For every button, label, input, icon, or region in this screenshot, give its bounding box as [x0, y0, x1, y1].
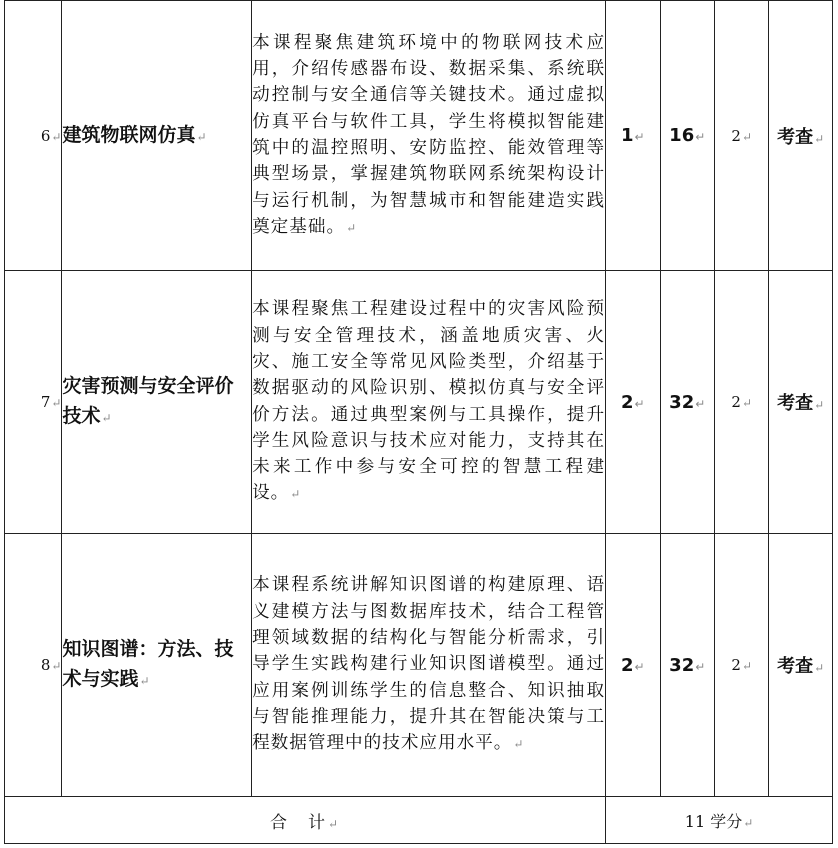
paragraph-mark-icon: ↵: [695, 659, 706, 674]
paragraph-mark-icon: ↵: [196, 129, 207, 144]
assessment: 考查: [777, 656, 814, 677]
paragraph-mark-icon: ↵: [741, 396, 752, 410]
assessment-cell: [769, 534, 833, 797]
semester: 2: [731, 393, 741, 411]
course-name: 灾害预测与安全评价技术: [62, 375, 234, 427]
course-description: 本课程聚焦工程建设过程中的灾害风险预测与安全管理技术，涵盖地质灾害、火灾、施工安全等常见风险类型，介绍基于数据驱动的风险识别、模拟仿真与安全评价方法。通过典型案例与工具操作，提升学生风险意识与技术应对能力，支持其在未来工作中参与安全可控的智慧工程建设。: [252, 299, 606, 504]
semester-cell: [714, 534, 768, 797]
course-name: 建筑物联网仿真: [62, 123, 196, 146]
course-name-cell: [62, 271, 252, 534]
table-row: [5, 534, 833, 797]
assessment: 考查: [777, 393, 814, 414]
paragraph-mark-icon: ↵: [634, 130, 645, 144]
credits: 1: [620, 125, 634, 146]
course-number: 8: [40, 656, 51, 674]
hours: 32: [669, 391, 695, 413]
total-value: 11 学分: [684, 811, 743, 831]
credits-cell: [606, 534, 660, 797]
credits-cell: [606, 1, 660, 271]
paragraph-mark-icon: ↵: [814, 398, 825, 412]
hours: 16: [669, 125, 695, 146]
course-description-cell: [252, 1, 606, 271]
assessment-cell: [769, 1, 833, 271]
paragraph-mark-icon: ↵: [346, 220, 358, 235]
course-description-cell: [252, 271, 606, 534]
course-description: 本课程聚焦建筑环境中的物联网技术应用，介绍传感器布设、数据采集、系统联动控制与安全通信等关键技术。通过虚拟仿真平台与软件工具，学生将模拟智能建筑中的温控照明、安防监控、能效管理等典型场景，掌握建筑物联网系统架构设计与运行机制，为智慧城市和智能建造实践奠定基础。: [252, 32, 606, 237]
paragraph-mark-icon: ↵: [695, 130, 706, 144]
hours: 32: [669, 654, 695, 676]
paragraph-mark-icon: ↵: [741, 129, 752, 144]
semester-cell: [714, 271, 768, 534]
paragraph-mark-icon: ↵: [51, 396, 62, 410]
total-row: [5, 797, 833, 844]
total-label-cell: [5, 797, 606, 844]
paragraph-mark-icon: ↵: [814, 661, 825, 675]
course-description: 本课程系统讲解知识图谱的构建原理、语义建模方法与图数据库技术，结合工程管理领域数据的结构化与智能分析需求，引导学生实践构建行业知识图谱模型。通过应用案例训练学生的信息整合、知识抽取与智能推理能力，提升其在智能决策与工程数据管理中的技术应用水平。: [252, 575, 606, 754]
paragraph-mark-icon: ↵: [741, 659, 752, 673]
paragraph-mark-icon: ↵: [634, 659, 645, 674]
paragraph-mark-icon: ↵: [634, 396, 645, 411]
course-table: [4, 0, 833, 844]
paragraph-mark-icon: ↵: [513, 737, 525, 752]
table-row: [5, 1, 833, 271]
credits: 2: [620, 391, 634, 413]
paragraph-mark-icon: ↵: [290, 487, 302, 502]
semester-cell: [714, 1, 768, 271]
paragraph-mark-icon: ↵: [743, 815, 754, 830]
semester: 2: [731, 126, 741, 145]
course-name-cell: [62, 534, 252, 797]
paragraph-mark-icon: ↵: [814, 131, 825, 146]
credits-cell: [606, 271, 660, 534]
course-number: 7: [40, 393, 51, 411]
course-number-cell: [5, 271, 62, 534]
total-value-cell: [606, 797, 833, 844]
total-label: 合 计: [270, 812, 327, 833]
hours-cell: [660, 1, 714, 271]
course-name-cell: [62, 1, 252, 271]
course-name: 知识图谱：方法、技术与实践: [62, 638, 234, 690]
assessment-cell: [769, 271, 833, 534]
hours-cell: [660, 534, 714, 797]
paragraph-mark-icon: ↵: [328, 816, 341, 831]
course-number: 6: [40, 126, 51, 145]
semester: 2: [731, 656, 741, 674]
course-description-cell: [252, 534, 606, 797]
assessment: 考查: [777, 126, 814, 148]
paragraph-mark-icon: ↵: [51, 129, 62, 144]
paragraph-mark-icon: ↵: [51, 659, 62, 673]
paragraph-mark-icon: ↵: [695, 396, 706, 411]
paragraph-mark-icon: ↵: [139, 674, 150, 688]
table-row: [5, 271, 833, 534]
paragraph-mark-icon: ↵: [101, 411, 112, 425]
course-number-cell: [5, 534, 62, 797]
credits: 2: [620, 654, 634, 676]
course-number-cell: [5, 1, 62, 271]
hours-cell: [660, 271, 714, 534]
